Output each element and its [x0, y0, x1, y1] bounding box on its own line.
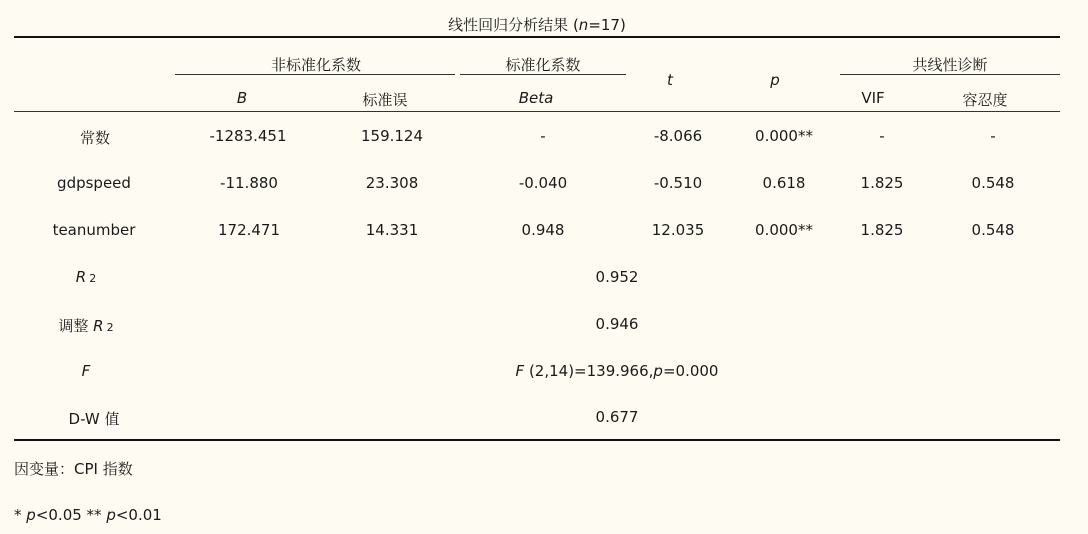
cell-B: -1283.451	[209, 127, 287, 145]
dependent-variable-note: 因变量：CPI 指数	[14, 460, 133, 478]
header-unstandardized: 非标准化系数	[270, 56, 362, 74]
cell-beta: 0.948	[521, 221, 565, 239]
header-p: p	[770, 71, 780, 89]
cell-se: 159.124	[360, 127, 424, 145]
cell-se: 23.308	[365, 174, 419, 192]
significance-note: * p<0.05 ** p<0.01	[14, 506, 162, 524]
bottom-rule	[14, 439, 1060, 441]
header-standardized: 标准化系数	[505, 56, 581, 74]
header-std-error: 标准误	[362, 91, 408, 109]
cell-se: 14.331	[365, 221, 419, 239]
row-name: 常数	[79, 129, 111, 147]
cell-tol: 0.548	[971, 221, 1015, 239]
unstd-underline	[175, 74, 455, 75]
cell-vif: 1.825	[860, 221, 904, 239]
cell-tol: 0.548	[971, 174, 1015, 192]
dw-value: 0.677	[595, 408, 639, 426]
row-name: teanumber	[52, 221, 136, 239]
header-collinearity: 共线性诊断	[912, 56, 988, 74]
dw-label: D-W 值	[68, 410, 120, 428]
cell-p: 0.618	[762, 174, 806, 192]
cell-vif: 1.825	[860, 174, 904, 192]
table-title: 线性回归分析结果 (n=17)	[448, 16, 626, 34]
cell-tol: -	[990, 127, 996, 145]
header-vif: VIF	[861, 89, 885, 107]
cell-beta: -0.040	[518, 174, 568, 192]
f-label: F	[81, 362, 91, 380]
cell-t: -0.510	[653, 174, 703, 192]
row-name: gdpspeed	[57, 174, 131, 192]
header-rule	[14, 111, 1060, 112]
cell-beta: -	[540, 127, 546, 145]
cell-p: 0.000**	[755, 127, 813, 145]
adj-r-squared-label: 调整 R 2	[58, 317, 114, 335]
adj-r-squared-value: 0.946	[595, 315, 639, 333]
cell-vif: -	[879, 127, 885, 145]
collin-underline	[840, 74, 1060, 75]
header-B: B	[236, 89, 248, 107]
cell-t: 12.035	[651, 221, 705, 239]
header-t: t	[667, 71, 673, 89]
cell-p: 0.000**	[755, 221, 813, 239]
cell-B: -11.880	[220, 174, 278, 192]
cell-B: 172.471	[217, 221, 281, 239]
f-value: F (2,14)=139.966,p=0.000	[515, 362, 719, 380]
cell-t: -8.066	[653, 127, 703, 145]
header-beta: Beta	[518, 89, 554, 107]
r-squared-label: R 2	[75, 268, 97, 286]
r-squared-value: 0.952	[595, 268, 639, 286]
top-rule	[14, 36, 1060, 38]
header-tolerance: 容忍度	[962, 91, 1008, 109]
std-underline	[460, 74, 626, 75]
